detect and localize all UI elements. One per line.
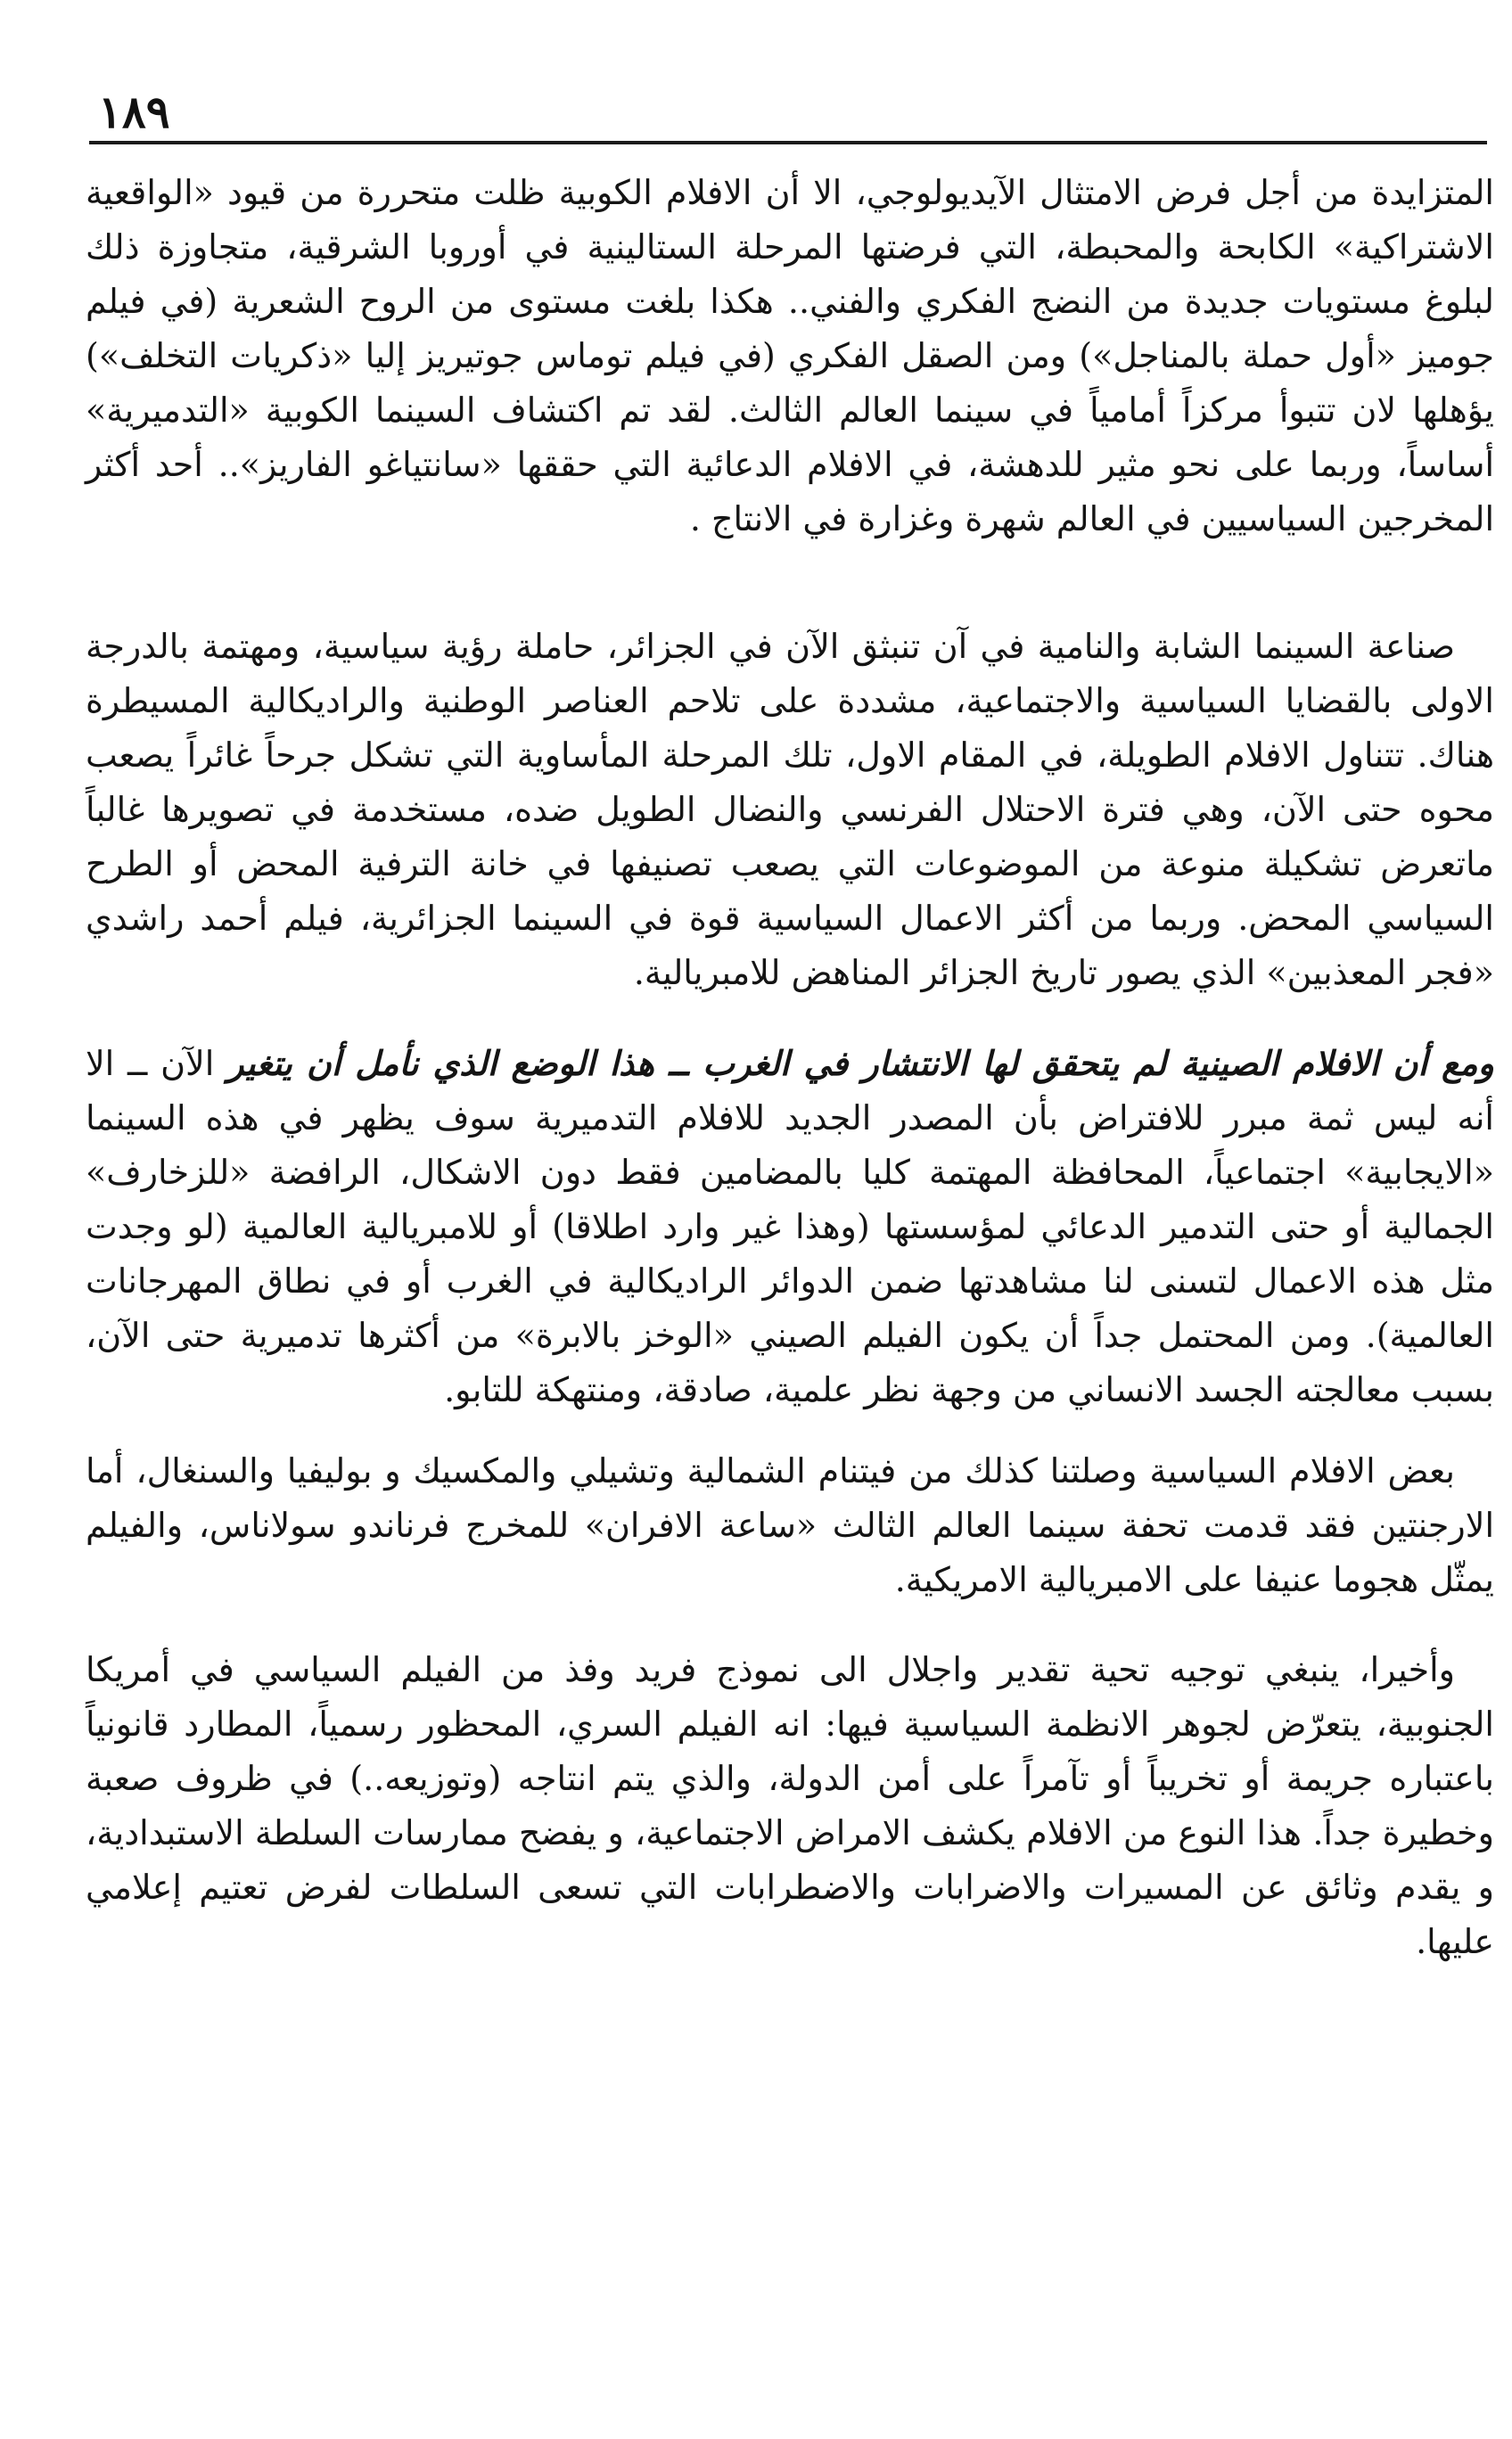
paragraph-other-countries: بعض الافلام السياسية وصلتنا كذلك من فيتنام الشمالية وتشيلي والمكسيك و بوليفيا والسنغال، أما الارجنتين فقد قدمت تحفة سينما العالم الثالث «ساعة الافران» للمخرج فرناندو سولاناس، والفيلم يمثّل هجوما عنيفا على الامبريالية الامريكية. (86, 1451, 1494, 1599)
chinese-cinema-text: الآن ــ الا أنه ليس ثمة مبرر للافتراض بأن المصدر الجديد للافلام التدميرية سوف يظهر في هذه السينما «الايجابية» اجتماعياً، المحافظة المهتمة كليا بالمضامين فقط دون الاشكال، الرافضة «للزخارف» الجمالية أو حتى التدمير الدعائي لمؤسستها (وهذا غير وارد اطلاقا) أو للامبريالية العالمية (لو وجدت مثل هذه الاعمال لتسنى لنا مشاهدتها ضمن الدوائر الراديكالية في الغرب أو في نطاق المهرجانات العالمية). ومن المحتمل جداً أن يكون الفيلم الصيني «الوخز بالابرة» من أكثرها تدميرية حتى الآن، بسبب معالجته الجسد الانساني من وجهة نظر علمية، صادقة، ومنتهكة للتابو. (86, 1044, 1495, 1409)
paragraph-cuban-cinema: المتزايدة من أجل فرض الامتثال الآيديولوجي، الا أن الافلام الكوبية ظلت متحررة من قيود «الواقعية الاشتراكية» الكابحة والمحبطة، التي فرضتها المرحلة الستالينية في أوروبا الشرقية، متجاوزة ذلك لبلوغ مستويات جديدة من النضج الفكري والفني.. هكذا بلغت مستوى من الروح الشعرية (في فيلم جوميز «أول حملة بالمناجل») ومن الصقل الفكري (في فيلم توماس جوتيريز إليا «ذكريات التخلف») يؤهلها لان تتبوأ مركزاً أمامياً في سينما العالم الثالث. لقد تم اكتشاف السينما الكوبية «التدميرية» أساساً، وربما على نحو مثير للدهشة، في الافلام الدعائية التي حققها «سانتياغو الفاريز».. أحد أكثر المخرجين السياسيين في العالم شهرة وغزارة في الانتاج . (86, 173, 1494, 538)
paragraph-chinese-cinema (86, 1036, 1494, 1417)
paragraph-gap (86, 1607, 1494, 1643)
chinese-cinema-lead-italic: ومع أن الافلام الصينية لم يتحقق لها الانتشار في الغرب ــ هذا الوضع الذي نأمل أن يتغير (227, 1043, 1494, 1083)
paragraph-gap (86, 1000, 1494, 1036)
paragraph-algerian-cinema: صناعة السينما الشابة والنامية في آن تنبثق الآن في الجزائر، حاملة رؤية سياسية، ومهتمة بالدرجة الاولى بالقضايا السياسية والاجتماعية، مشددة على تلاحم العناصر الوطنية والراديكالية المسيطرة هناك. تتناول الافلام الطويلة، في المقام الاول، تلك المرحلة المأساوية التي تشكل جرحاً غائراً يصعب محوه حتى الآن، وهي فترة الاحتلال الفرنسي والنضال الطويل ضده، مستخدمة في تصويرها غالباً ماتعرض تشكيلة منوعة من الموضوعات التي يصعب تصنيفها في خانة الترفية المحض أو الطرح السياسي المحض. وربما من أكثر الاعمال السياسية قوة في السينما الجزائرية، فيلم أحمد راشدي «فجر المعذبين» الذي يصور تاريخ الجزائر المناهض للامبريالية. (86, 627, 1494, 992)
paragraph-gap (86, 1417, 1494, 1444)
paragraph-gap (86, 546, 1494, 620)
header-rule (89, 141, 1487, 144)
body-text (86, 166, 1494, 1969)
page-number: ١٨٩ (98, 86, 170, 138)
paragraph-underground-film: وأخيرا، ينبغي توجيه تحية تقدير واجلال الى نموذج فريد وفذ من الفيلم السياسي في أمريكا الجنوبية، يتعرّض لجوهر الانظمة السياسية فيها: انه الفيلم السري، المحظور رسمياً، المطارد قانونياً باعتباره جريمة أو تخريباً أو تآمراً على أمن الدولة، والذي يتم انتاجه (وتوزيعه..) في ظروف صعبة وخطيرة جداً. هذا النوع من الافلام يكشف الامراض الاجتماعية، و يفضح ممارسات السلطة الاستبدادية، و يقدم وثائق عن المسيرات والاضرابات والاضطرابات التي تسعى السلطات لفرض تعتيم إعلامي عليها. (86, 1650, 1494, 1961)
